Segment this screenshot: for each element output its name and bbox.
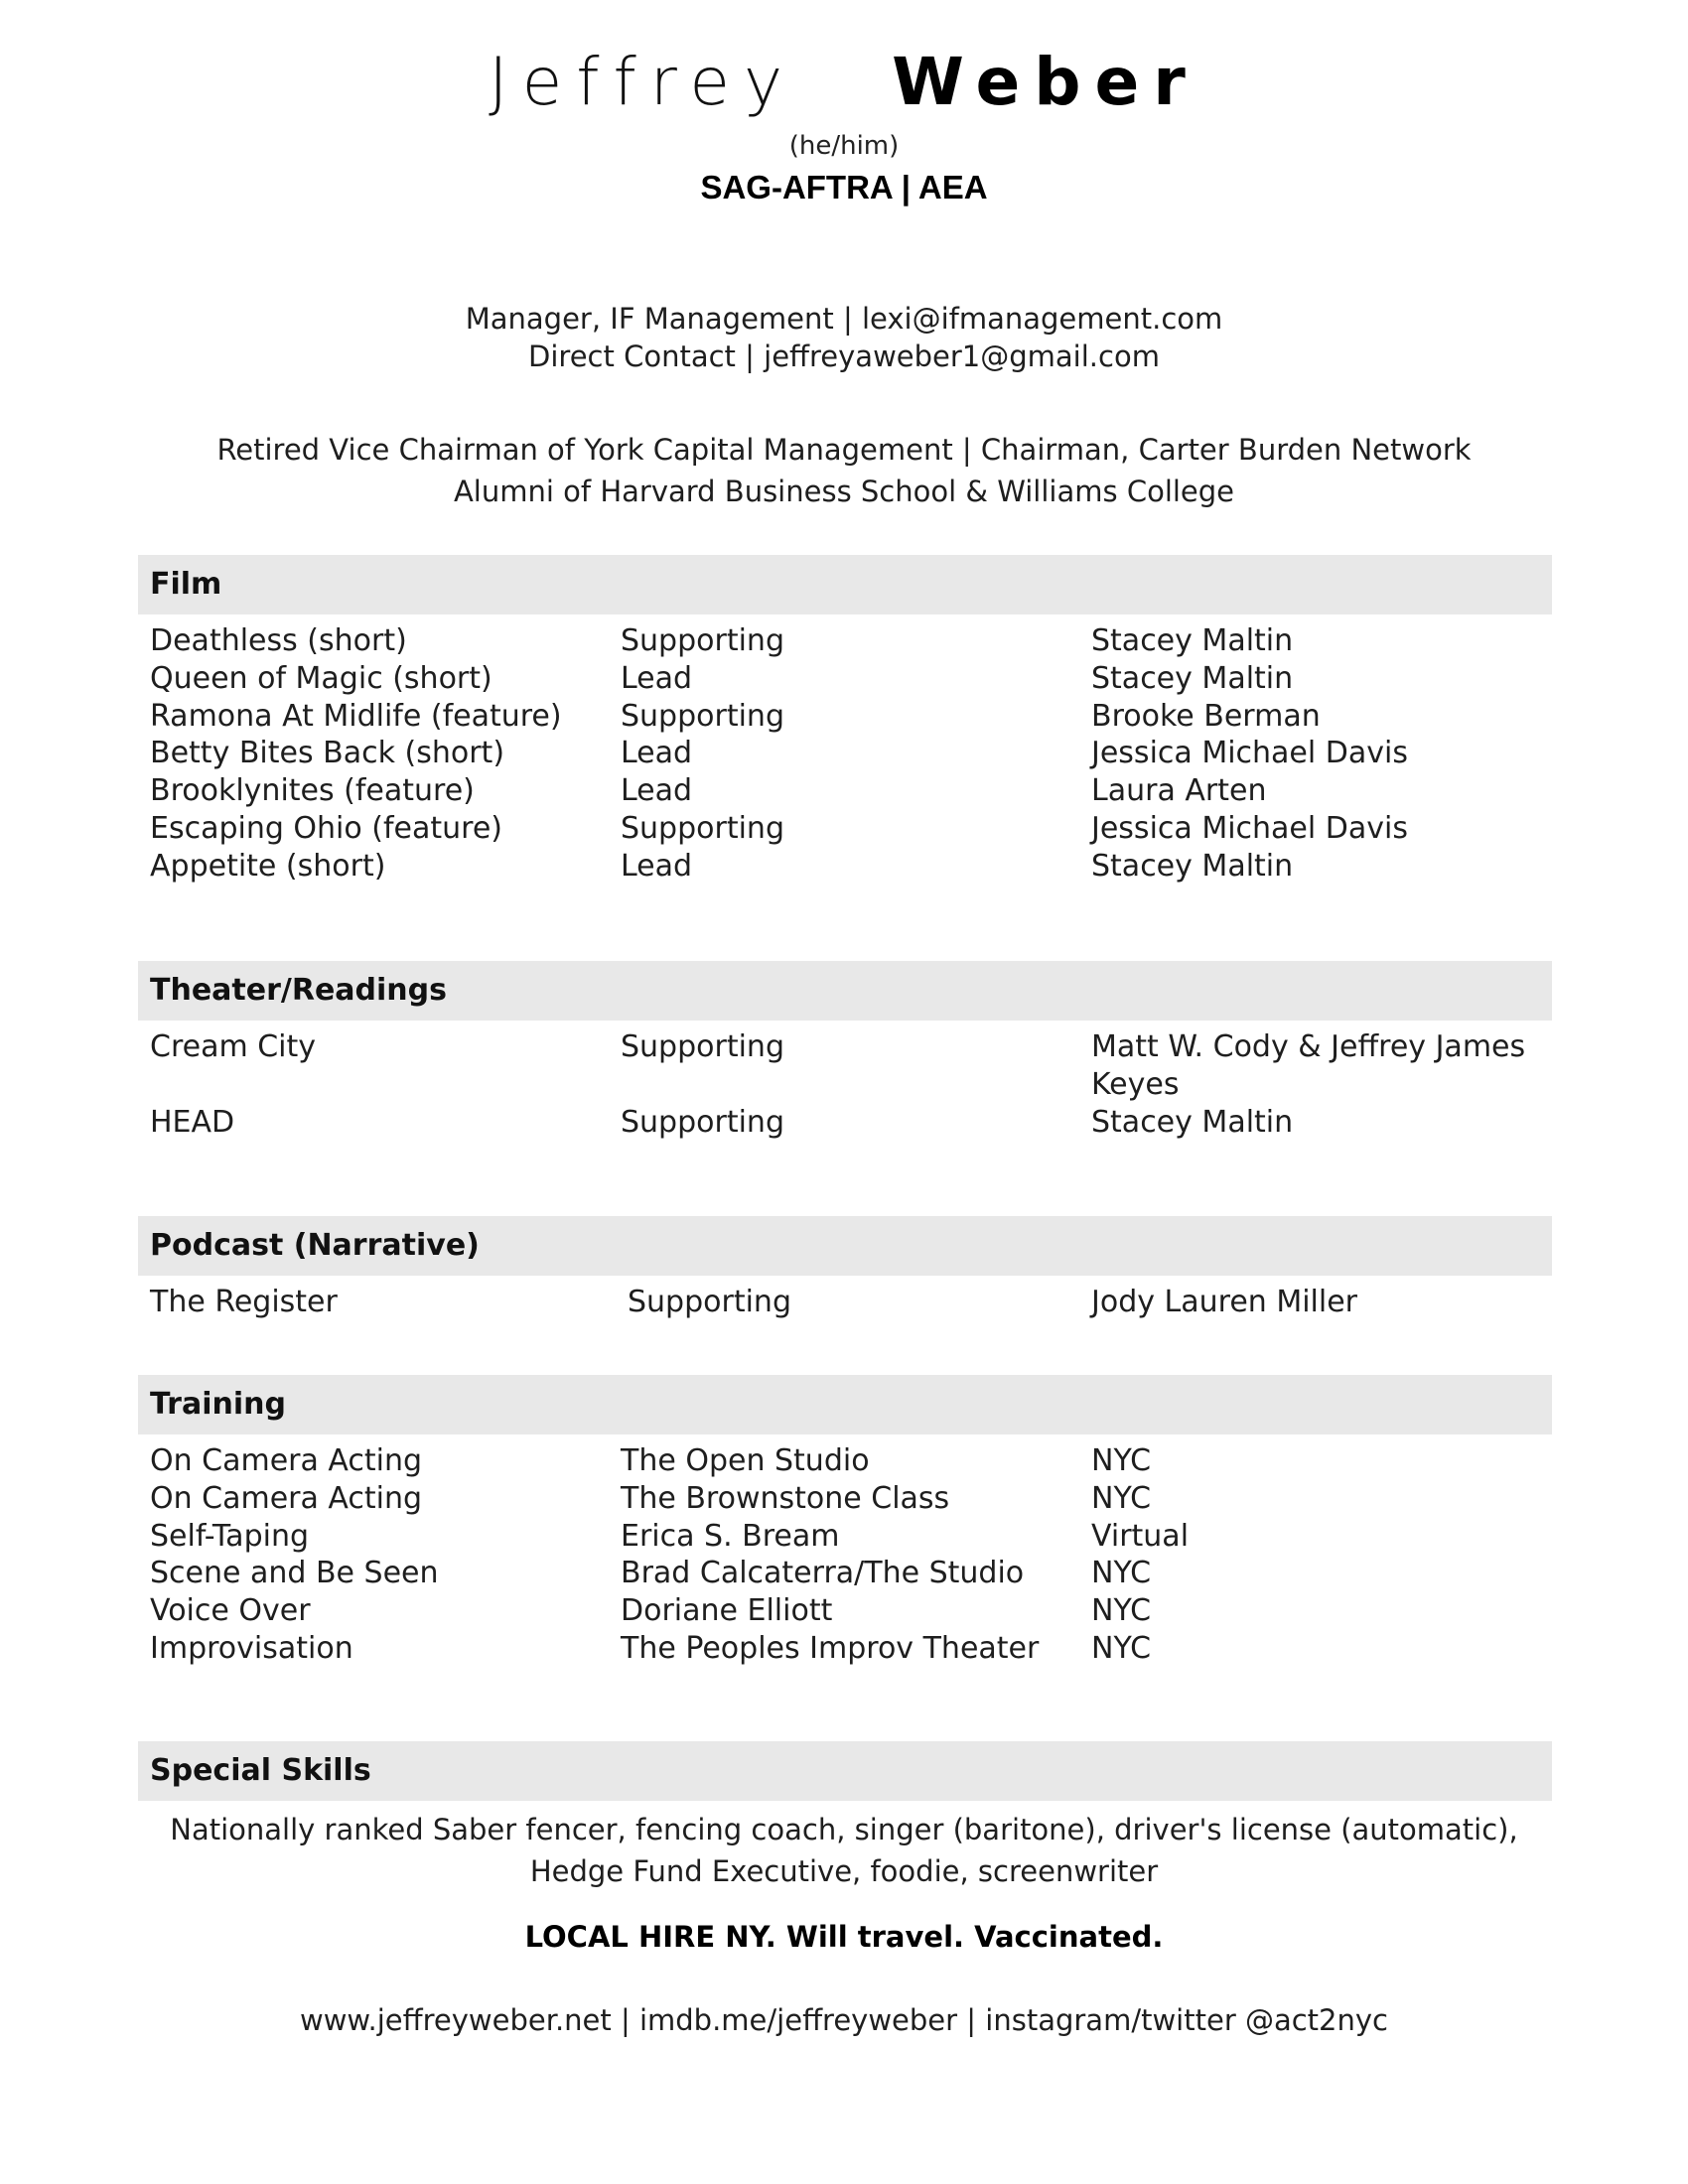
last-name: Weber	[892, 44, 1199, 120]
credit-title: Ramona At Midlife (feature)	[150, 698, 562, 734]
table-row	[150, 660, 1552, 698]
credit-title: Queen of Magic (short)	[150, 660, 492, 696]
credit-director: Stacey Maltin	[1091, 623, 1294, 658]
training-teacher: Doriane Elliott	[621, 1593, 833, 1629]
training-location: NYC	[1091, 1556, 1152, 1591]
table-row	[150, 848, 1552, 886]
credit-role: Lead	[621, 773, 693, 809]
training-subject: On Camera Acting	[150, 1443, 423, 1478]
credit-director: Jessica Michael Davis	[1091, 736, 1408, 771]
credit-title: Brooklynites (feature)	[150, 773, 475, 809]
table-row	[150, 810, 1552, 848]
table-row	[150, 622, 1552, 660]
training-location: NYC	[1091, 1480, 1152, 1516]
bio-line-2: Alumni of Harvard Business School & Williams College	[453, 475, 1235, 508]
table-row	[150, 1284, 1552, 1321]
direct-contact: Direct Contact | jeffreyaweber1@gmail.com	[528, 340, 1160, 373]
pronouns: (he/him)	[788, 131, 900, 161]
table-row	[150, 1555, 1552, 1592]
training-teacher: The Brownstone Class	[621, 1480, 950, 1516]
section-title: Theater/Readings	[150, 973, 447, 1008]
section-title: Film	[150, 567, 222, 602]
credit-director: Jody Lauren Miller	[1091, 1285, 1358, 1319]
training-location: NYC	[1091, 1593, 1152, 1629]
credit-role: Lead	[621, 660, 693, 696]
credit-role: Lead	[621, 736, 693, 771]
credit-title: The Register	[150, 1285, 338, 1319]
training-subject: On Camera Acting	[150, 1480, 423, 1516]
section-header-skills	[138, 1741, 1552, 1801]
training-location: NYC	[1091, 1630, 1152, 1666]
theater-credits	[150, 1028, 1552, 1141]
training-teacher: Erica S. Bream	[621, 1518, 840, 1554]
credit-title: HEAD	[150, 1104, 235, 1140]
credit-role: Supporting	[621, 623, 784, 658]
section-header-theater	[138, 961, 1552, 1021]
podcast-credits	[150, 1284, 1552, 1321]
credit-role: Supporting	[621, 698, 784, 734]
table-row	[150, 735, 1552, 772]
table-row	[150, 1592, 1552, 1630]
training-location: NYC	[1091, 1443, 1152, 1478]
table-row	[150, 1104, 1552, 1142]
credit-role: Lead	[621, 848, 693, 884]
credit-director: Stacey Maltin	[1091, 848, 1294, 884]
credit-director: Stacey Maltin	[1091, 660, 1294, 696]
training-teacher: The Peoples Improv Theater	[621, 1630, 1040, 1666]
actor-name	[0, 38, 1688, 127]
section-title: Podcast (Narrative)	[150, 1228, 480, 1263]
table-row	[150, 1028, 1552, 1104]
section-header-podcast	[138, 1216, 1552, 1276]
bio-line-1: Retired Vice Chairman of York Capital Management | Chairman, Carter Burden Network	[216, 433, 1472, 467]
credit-role: Supporting	[621, 1104, 784, 1140]
credit-role: Supporting	[621, 810, 784, 846]
union-affiliations: SAG-AFTRA | AEA	[700, 169, 988, 205]
table-row	[150, 698, 1552, 736]
table-row	[150, 1630, 1552, 1668]
local-hire-note: LOCAL HIRE NY. Will travel. Vaccinated.	[524, 1920, 1164, 1954]
web-links: www.jeffreyweber.net | imdb.me/jeffreyweber | instagram/twitter @act2nyc	[300, 2003, 1388, 2037]
credit-title: Deathless (short)	[150, 623, 407, 658]
first-name: Jeffrey	[489, 44, 797, 120]
training-teacher: The Open Studio	[621, 1443, 870, 1478]
manager-contact: Manager, IF Management | lexi@ifmanagement.com	[465, 302, 1223, 336]
table-row	[150, 1518, 1552, 1556]
credit-title: Cream City	[150, 1029, 317, 1064]
training-subject: Self-Taping	[150, 1518, 310, 1554]
credit-title: Betty Bites Back (short)	[150, 736, 505, 771]
training-location: Virtual	[1091, 1518, 1190, 1554]
training-subject: Improvisation	[150, 1630, 353, 1666]
training-subject: Voice Over	[150, 1593, 311, 1629]
training-teacher: Brad Calcaterra/The Studio	[621, 1556, 1025, 1591]
section-header-film	[138, 555, 1552, 614]
training-subject: Scene and Be Seen	[150, 1556, 439, 1591]
credit-title: Escaping Ohio (feature)	[150, 810, 503, 846]
credit-director: Matt W. Cody & Jeffrey James Keyes	[1091, 1029, 1526, 1102]
credit-director: Jessica Michael Davis	[1091, 810, 1408, 846]
credit-director: Stacey Maltin	[1091, 1104, 1294, 1140]
credit-director: Brooke Berman	[1091, 698, 1321, 734]
section-title: Special Skills	[150, 1753, 371, 1788]
section-header-training	[138, 1375, 1552, 1434]
training-list	[150, 1442, 1552, 1668]
credit-director: Laura Arten	[1091, 773, 1267, 809]
credit-role: Supporting	[621, 1029, 784, 1064]
table-row	[150, 772, 1552, 810]
credit-role: Supporting	[628, 1285, 791, 1319]
credit-title: Appetite (short)	[150, 848, 386, 884]
table-row	[150, 1480, 1552, 1518]
special-skills-text: Nationally ranked Saber fencer, fencing coach, singer (baritone), driver's license (automatic), Hedge Fund Executive, foodie, screenwriter	[170, 1813, 1518, 1888]
section-title: Training	[150, 1387, 286, 1422]
table-row	[150, 1442, 1552, 1480]
film-credits	[150, 622, 1552, 886]
